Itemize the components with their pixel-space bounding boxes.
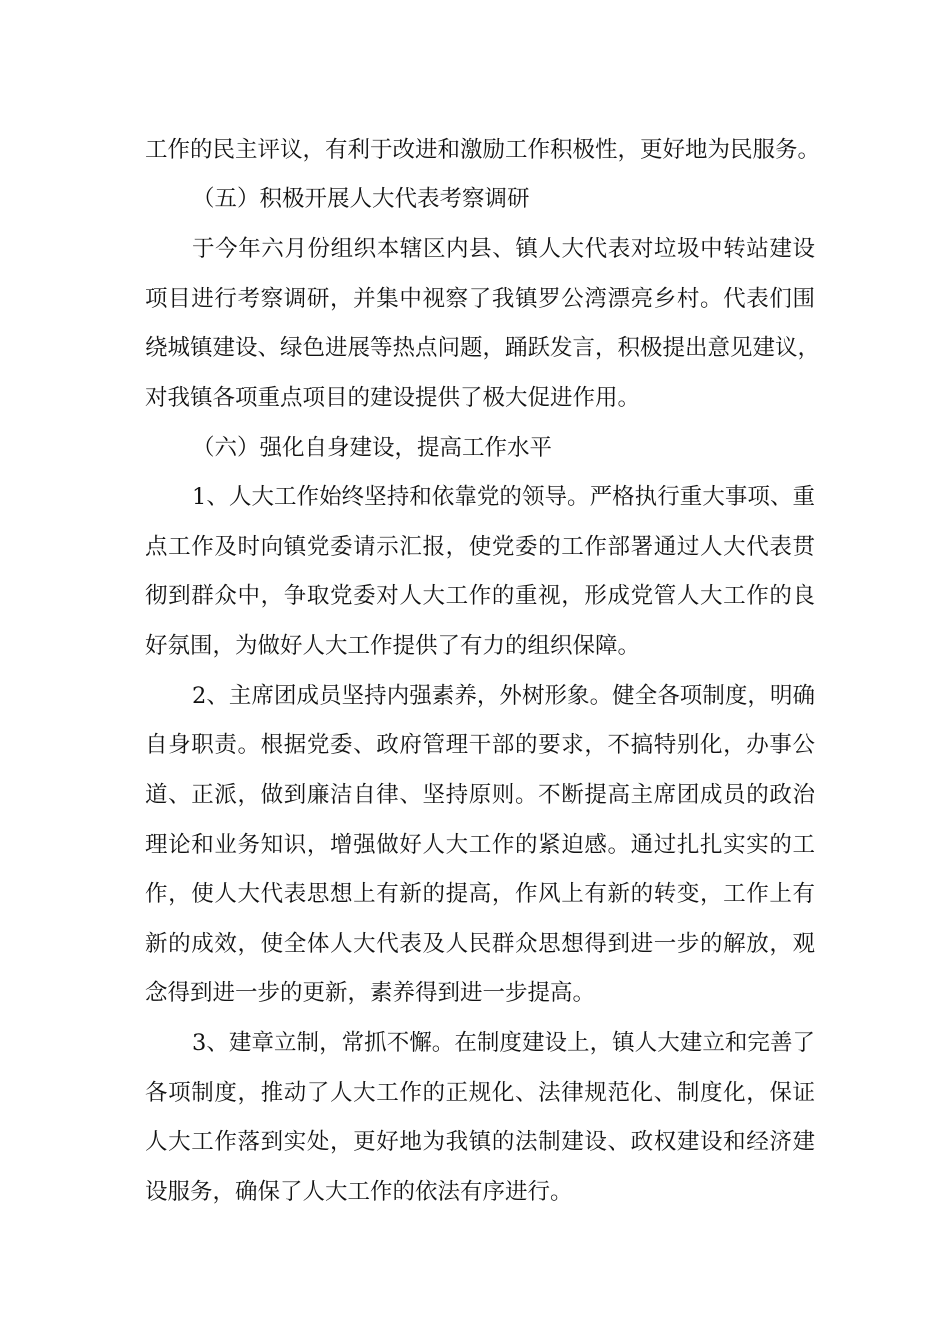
paragraph-line: 彻到群众中，争取党委对人大工作的重视，形成党管人大工作的良	[145, 583, 815, 609]
paragraph-line: 工作的民主评议，有利于改进和激励工作积极性，更好地为民服务。	[145, 137, 821, 163]
paragraph-line: 理论和业务知识，增强做好人大工作的紧迫感。通过扎扎实实的工	[145, 832, 815, 858]
paragraph-line: 点工作及时向镇党委请示汇报，使党委的工作部署通过人大代表贯	[145, 534, 815, 560]
paragraph-line: 绕城镇建设、绿色进展等热点问题，踊跃发言，积极提出意见建议，	[145, 335, 821, 361]
paragraph-line: 念得到进一步的更新，素养得到进一步提高。	[145, 980, 596, 1006]
paragraph-line: 设服务，确保了人大工作的依法有序进行。	[145, 1179, 573, 1205]
paragraph-line: 作，使人大代表思想上有新的提高，作风上有新的转变，工作上有	[145, 881, 815, 907]
paragraph-line: 项目进行考察调研，并集中视察了我镇罗公湾漂亮乡村。代表们围	[145, 286, 815, 312]
paragraph-line: 好氛围，为做好人大工作提供了有力的组织保障。	[145, 633, 641, 659]
paragraph-line: 3、建章立制，常抓不懈。在制度建设上，镇人大建立和完善了	[192, 1030, 815, 1056]
paragraph-line: 2、主席团成员坚持内强素养，外树形象。健全各项制度，明确	[192, 683, 815, 709]
paragraph-line: 道、正派，做到廉洁自律、坚持原则。不断提高主席团成员的政治	[145, 782, 815, 808]
paragraph-line: 人大工作落到实处，更好地为我镇的法制建设、政权建设和经济建	[145, 1129, 815, 1155]
section-heading-6: （六）强化自身建设，提高工作水平	[192, 435, 553, 461]
paragraph-line: 新的成效，使全体人大代表及人民群众思想得到进一步的解放，观	[145, 931, 815, 957]
paragraph-line: 各项制度，推动了人大工作的正规化、法律规范化、制度化，保证	[145, 1080, 815, 1106]
section-heading-5: （五）积极开展人大代表考察调研	[192, 186, 530, 212]
paragraph-line: 自身职责。根据党委、政府管理干部的要求，不搞特别化，办事公	[145, 732, 815, 758]
paragraph-line: 于今年六月份组织本辖区内县、镇人大代表对垃圾中转站建设	[192, 236, 815, 262]
paragraph-line: 1、人大工作始终坚持和依靠党的领导。严格执行重大事项、重	[192, 484, 815, 510]
paragraph-line: 对我镇各项重点项目的建设提供了极大促进作用。	[145, 385, 641, 411]
